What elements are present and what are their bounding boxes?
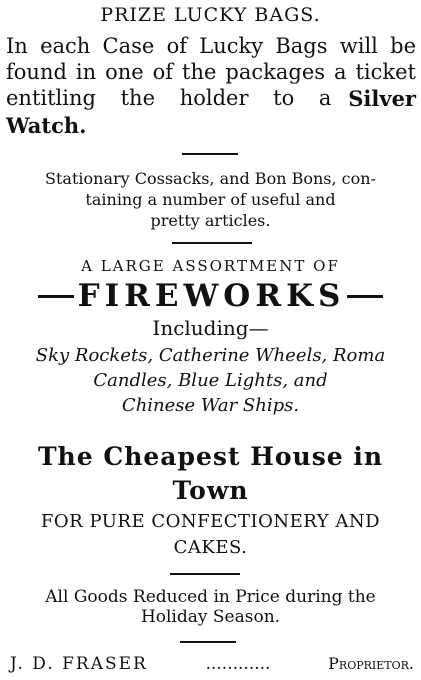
including-line: Including— — [152, 316, 269, 340]
fireworks-right-dash — [347, 295, 383, 298]
items-line-1: Sky Rockets, Catherine Wheels, Roma — [35, 345, 386, 366]
cossacks-line-3: pretty articles. — [150, 211, 271, 230]
proprietor-title: Proprietor. — [328, 654, 414, 673]
items-line-2: Candles, Blue Lights, and — [93, 370, 328, 391]
cossacks-line-2: taining a number of useful and — [85, 190, 336, 209]
proprietor-name: J. D. FRASER — [10, 654, 148, 674]
divider-2 — [172, 242, 252, 244]
cheapest-line-2: Town — [172, 476, 249, 505]
ad-heading: PRIZE LUCKY BAGS. — [100, 4, 321, 26]
items-line-3: Chinese War Ships. — [121, 395, 300, 416]
watch-word: Watch. — [6, 113, 87, 138]
reduced-line-2: Holiday Season. — [140, 607, 281, 627]
confectionery-line-2: CAKES. — [173, 537, 248, 558]
fireworks-title: FIREWORKS — [77, 278, 346, 314]
assortment-line: A LARGE ASSORTMENT OF — [81, 257, 340, 275]
confectionery-line-1: FOR PURE CONFECTIONERY AND — [40, 511, 381, 532]
lucky-bags-line-1: In each Case of Lucky Bags will be — [6, 34, 416, 58]
cheapest-line-1: The Cheapest House in — [37, 442, 384, 471]
divider-1 — [182, 153, 238, 155]
cossacks-line-1: Stationary Cossacks, and Bon Bons, con- — [45, 169, 376, 188]
signature-line — [10, 654, 414, 674]
lucky-bags-line-2: found in one of the packages a ticket — [6, 60, 416, 84]
silver-word: Silver — [348, 86, 416, 111]
fireworks-left-dash — [38, 295, 74, 298]
divider-3 — [170, 573, 240, 575]
dot-leader: ............ — [205, 654, 271, 674]
fireworks-title-row — [0, 278, 421, 314]
lucky-bags-line-3 — [6, 86, 416, 111]
reduced-line-1: All Goods Reduced in Price during the — [45, 587, 376, 607]
lucky-bags-line-3-text: entitling the holder to a — [6, 86, 332, 110]
divider-4 — [180, 641, 236, 643]
